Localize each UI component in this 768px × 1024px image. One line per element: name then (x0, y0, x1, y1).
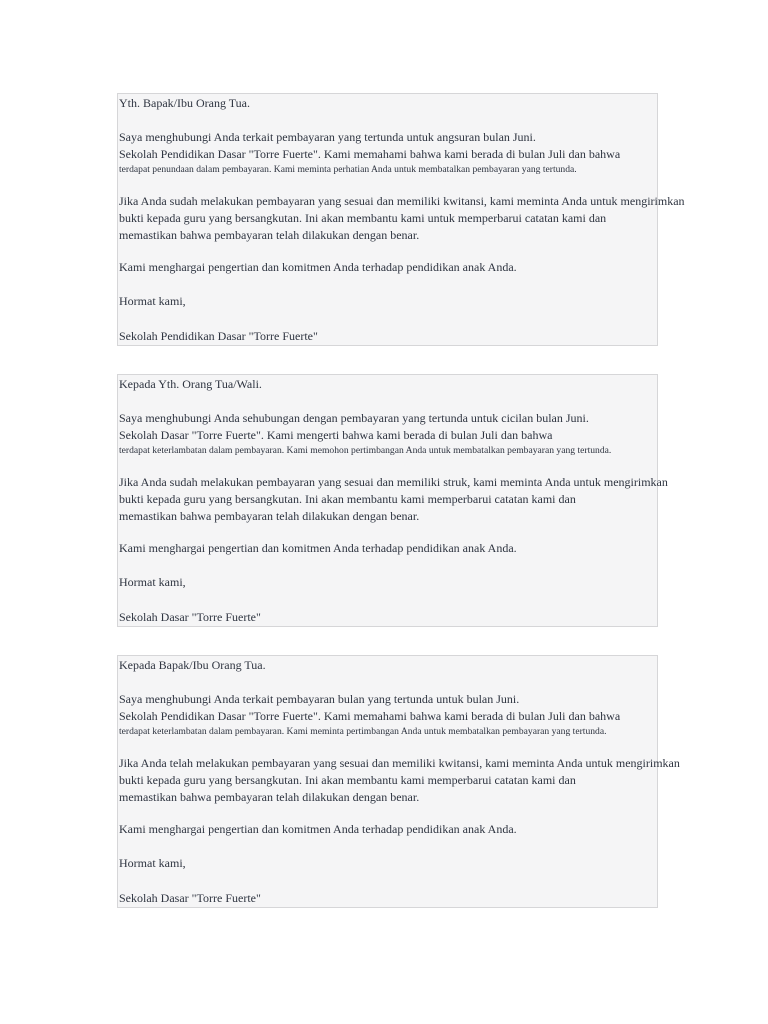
letter-paragraph-1-line-2: Sekolah Dasar "Torre Fuerte". Kami mengerti bahwa kami berada di bulan Juli dan bahwa (119, 428, 553, 442)
letter-card-1 (117, 93, 685, 346)
letter-paragraph-1-line-1: Saya menghubungi Anda sehubungan dengan pembayaran yang tertunda untuk cicilan bulan Juni. (119, 411, 589, 425)
letter-closing: Hormat kami, (119, 856, 186, 870)
letter-signature: Sekolah Dasar "Torre Fuerte" (119, 891, 261, 905)
letter-paragraph-2-line-2: bukti kepada guru yang bersangkutan. Ini akan membantu kami memperbarui catatan kami dan (119, 492, 576, 506)
letter-salutation: Kepada Bapak/Ibu Orang Tua. (119, 658, 266, 672)
letter-signature: Sekolah Dasar "Torre Fuerte" (119, 610, 261, 624)
letter-paragraph-2-line-3: memastikan bahwa pembayaran telah dilakukan dengan benar. (119, 228, 420, 242)
letter-paragraph-1-line-3: terdapat penundaan dalam pembayaran. Kami meminta perhatian Anda untuk membatalkan pembayaran yang tertunda. (119, 164, 577, 175)
letter-paragraph-3: Kami menghargai pengertian dan komitmen Anda terhadap pendidikan anak Anda. (119, 541, 517, 555)
letter-closing: Hormat kami, (119, 575, 186, 589)
letter-card-2 (117, 374, 668, 627)
letter-paragraph-1-line-1: Saya menghubungi Anda terkait pembayaran bulan yang tertunda untuk bulan Juni. (119, 692, 520, 706)
letter-paragraph-2-line-2: bukti kepada guru yang bersangkutan. Ini akan membantu kami memperbarui catatan kami dan (119, 773, 576, 787)
letter-salutation: Kepada Yth. Orang Tua/Wali. (119, 377, 262, 391)
letter-paragraph-1-line-3: terdapat keterlambatan dalam pembayaran. Kami meminta pertimbangan Anda untuk membatalkan pembayaran yang tertunda. (119, 726, 607, 737)
letter-signature: Sekolah Pendidikan Dasar "Torre Fuerte" (119, 329, 318, 343)
letter-paragraph-1-line-2: Sekolah Pendidikan Dasar "Torre Fuerte". Kami memahami bahwa kami berada di bulan Juli dan bahwa (119, 709, 621, 723)
letter-paragraph-3: Kami menghargai pengertian dan komitmen Anda terhadap pendidikan anak Anda. (119, 260, 517, 274)
letter-paragraph-1-line-3: terdapat keterlambatan dalam pembayaran. Kami memohon pertimbangan Anda untuk membatalkan pembayaran yang tertunda. (119, 445, 612, 456)
letter-paragraph-2-line-1: Jika Anda telah melakukan pembayaran yang sesuai dan memiliki kwitansi, kami meminta Anda untuk mengirimkan (119, 756, 680, 770)
letter-paragraph-3: Kami menghargai pengertian dan komitmen Anda terhadap pendidikan anak Anda. (119, 822, 517, 836)
letter-paragraph-1-line-1: Saya menghubungi Anda terkait pembayaran yang tertunda untuk angsuran bulan Juni. (119, 130, 536, 144)
letter-salutation: Yth. Bapak/Ibu Orang Tua. (119, 96, 250, 110)
letter-paragraph-2-line-2: bukti kepada guru yang bersangkutan. Ini akan membantu kami untuk memperbarui catatan kami dan (119, 211, 607, 225)
letter-paragraph-2-line-3: memastikan bahwa pembayaran telah dilakukan dengan benar. (119, 790, 420, 804)
letter-closing: Hormat kami, (119, 294, 186, 308)
letter-card-3 (117, 655, 680, 908)
letter-paragraph-2-line-1: Jika Anda sudah melakukan pembayaran yang sesuai dan memiliki struk, kami meminta Anda untuk mengirimkan (119, 475, 668, 489)
letter-paragraph-1-line-2: Sekolah Pendidikan Dasar "Torre Fuerte". Kami memahami bahwa kami berada di bulan Juli dan bahwa (119, 147, 621, 161)
letter-paragraph-2-line-3: memastikan bahwa pembayaran telah dilakukan dengan benar. (119, 509, 420, 523)
letter-paragraph-2-line-1: Jika Anda sudah melakukan pembayaran yang sesuai dan memiliki kwitansi, kami meminta Anda untuk mengirimkan (119, 194, 685, 208)
